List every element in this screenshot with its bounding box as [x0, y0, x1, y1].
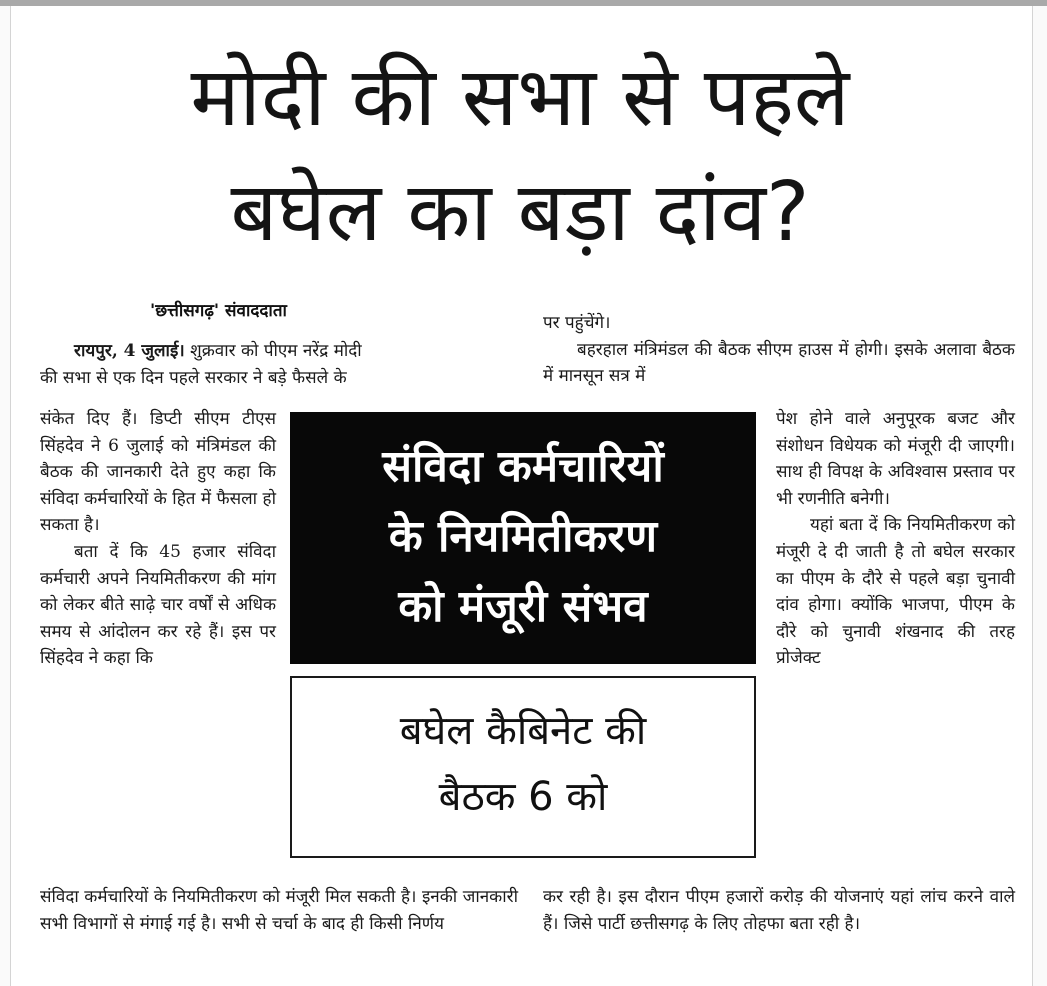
right-column-bottom [543, 884, 1015, 937]
byline: 'छत्तीसगढ़' संवाददाता [150, 301, 287, 321]
article-paragraph: संविदा कर्मचारियों के नियमितीकरण को मंजूरी मिल सकती है। इनकी जानकारी सभी विभागों से मंगाई गई है। सभी से चर्चा के बाद ही किसी निर्णय [40, 887, 518, 934]
article-paragraph: कर रही है। इस दौरान पीएम हजारों करोड़ की योजनाएं यहां लांच करने वाले हैं। जिसे पार्टी छत्तीसगढ़ के लिए तोहफा बता रही है। [543, 887, 1015, 934]
article-paragraph: यहां बता दें कि नियमितीकरण को मंजूरी दे दी जाती है तो बघेल सरकार का पीएम के दौरे से पहले बड़ा चुनावी दांव होगा। क्योंकि भाजपा, पीएम के दौरे को चुनावी शंखनाद की तरह प्रोजेक्ट [776, 515, 1015, 669]
highlight-line-1: संविदा कर्मचारियों [382, 441, 664, 492]
sub-headline-line-1: बघेल कैबिनेट की [399, 708, 647, 754]
left-column-top [40, 338, 518, 391]
article-paragraph: पेश होने वाले अनुपूरक बजट और संशोधन विधेयक को मंजूरी दी जाएगी। साथ ही विपक्ष के अविश्वास प्रस्ताव पर भी रणनीति बनेगी। [776, 409, 1015, 509]
headline-line-1: मोदी की सभा से पहले [190, 50, 850, 145]
article-paragraph: बता दें कि 45 हजार संविदा कर्मचारी अपने नियमितीकरण की मांग को लेकर बीते साढ़े चार वर्षों से अधिक समय से आंदोलन कर रहे हैं। इस पर सिंहदेव ने कहा कि [40, 541, 276, 669]
left-column-narrow [40, 406, 276, 672]
right-column-top [543, 310, 1015, 390]
article-line: की सभा से एक दिन पहले सरकार ने बड़े फैसले के [40, 367, 347, 388]
article-line: पर पहुंचेंगे। [543, 313, 611, 333]
sub-headline-line-2: बैठक 6 को [438, 774, 608, 820]
top-border [0, 0, 1047, 6]
highlight-line-3: को मंजूरी संभव [398, 581, 648, 632]
right-column-narrow [776, 406, 1015, 672]
highlight-box [290, 412, 756, 664]
dateline: रायपुर, 4 जुलाई। [74, 341, 185, 361]
highlight-line-2: के नियमितीकरण [388, 511, 658, 562]
article-intro: शुक्रवार को पीएम नरेंद्र मोदी [190, 341, 362, 361]
left-neighbor-column [0, 6, 11, 986]
left-column-bottom [40, 884, 518, 937]
headline-line-2: बघेल का बड़ा दांव? [230, 165, 810, 260]
sub-headline-box [290, 676, 756, 858]
article-paragraph: संकेत दिए हैं। डिप्टी सीएम टीएस सिंहदेव ने 6 जुलाई को मंत्रिमंडल की बैठक की जानकारी देते हुए कहा कि संविदा कर्मचारियों के हित में फैसला हो सकता है। [40, 409, 276, 536]
article-paragraph: बहरहाल मंत्रिमंडल की बैठक सीएम हाउस में होगी। इसके अलावा बैठक में मानसून सत्र में [543, 339, 1015, 387]
right-neighbor-column [1032, 6, 1047, 986]
